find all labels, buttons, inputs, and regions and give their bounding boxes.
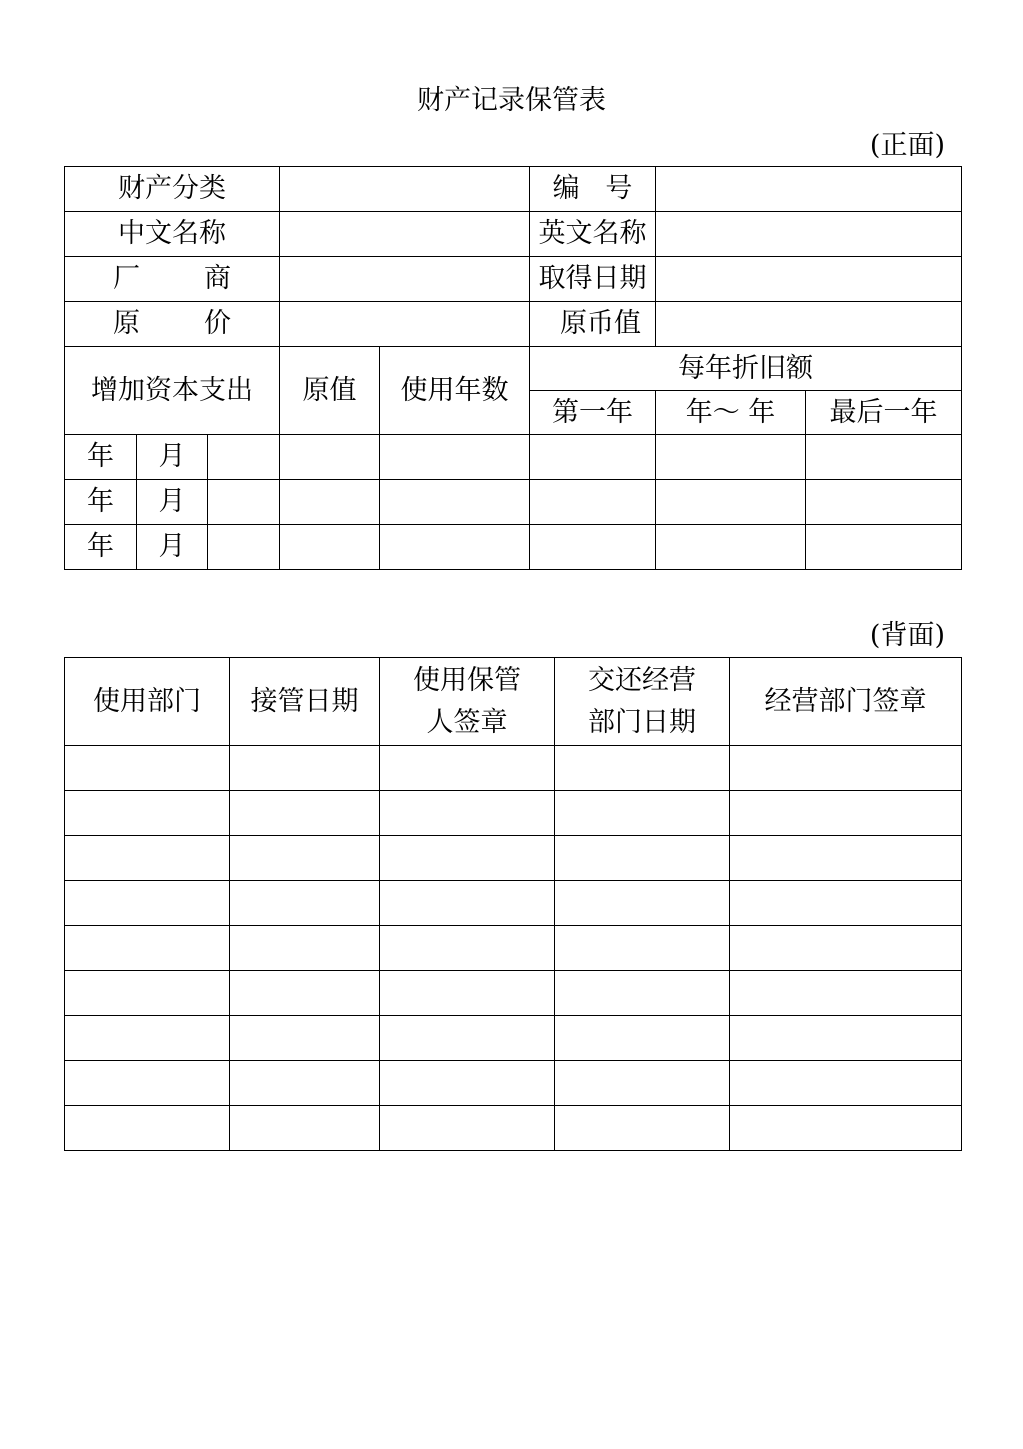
back-label: (背面)	[869, 620, 945, 651]
cell[interactable]	[555, 881, 730, 926]
label-capital-expense: 增加资本支出	[65, 347, 280, 435]
cell[interactable]	[230, 1061, 380, 1106]
month-label: 月	[137, 435, 208, 480]
cell[interactable]	[730, 746, 962, 791]
field-last-year[interactable]	[806, 435, 962, 480]
cell[interactable]	[730, 1061, 962, 1106]
label-category: 财产分类	[65, 167, 280, 212]
cell[interactable]	[730, 791, 962, 836]
cell[interactable]	[730, 971, 962, 1016]
label-last-year: 最后一年	[806, 391, 962, 435]
label-chinese-name: 中文名称	[65, 212, 280, 257]
cell[interactable]	[380, 836, 555, 881]
cell[interactable]	[230, 746, 380, 791]
cell[interactable]	[230, 971, 380, 1016]
field-price[interactable]	[280, 302, 530, 347]
page-title: 财产记录保管表	[417, 85, 606, 116]
header-department: 使用部门	[65, 658, 230, 746]
field-first-year[interactable]	[530, 525, 656, 570]
cell[interactable]	[730, 836, 962, 881]
field-original-value[interactable]	[280, 525, 380, 570]
cell[interactable]	[380, 971, 555, 1016]
field-day[interactable]	[208, 525, 280, 570]
cell[interactable]	[65, 926, 230, 971]
cell[interactable]	[230, 791, 380, 836]
cell[interactable]	[380, 1016, 555, 1061]
cell[interactable]	[555, 1106, 730, 1151]
cell[interactable]	[380, 1061, 555, 1106]
front-table	[64, 166, 962, 570]
year-label: 年	[65, 435, 137, 480]
field-category[interactable]	[280, 167, 530, 212]
field-years-used[interactable]	[380, 480, 530, 525]
field-english-name[interactable]	[656, 212, 962, 257]
field-chinese-name[interactable]	[280, 212, 530, 257]
cell[interactable]	[730, 1016, 962, 1061]
cell[interactable]	[730, 881, 962, 926]
year-label: 年	[65, 525, 137, 570]
cell[interactable]	[730, 1106, 962, 1151]
label-original-value: 原值	[280, 347, 380, 435]
field-day[interactable]	[208, 435, 280, 480]
header-return-date: 交还经营 部门日期	[555, 658, 730, 746]
field-original-value[interactable]	[280, 435, 380, 480]
field-mid-years[interactable]	[656, 480, 806, 525]
field-number[interactable]	[656, 167, 962, 212]
month-label: 月	[137, 525, 208, 570]
field-mid-years[interactable]	[656, 435, 806, 480]
cell[interactable]	[380, 926, 555, 971]
cell[interactable]	[380, 1106, 555, 1151]
label-mid-years: 年～ 年	[656, 391, 806, 435]
label-acquire-date: 取得日期	[530, 257, 656, 302]
cell[interactable]	[555, 791, 730, 836]
cell[interactable]	[555, 746, 730, 791]
label-currency-value: 原 币 值	[530, 302, 656, 347]
cell[interactable]	[65, 1016, 230, 1061]
label-price: 原 价	[65, 302, 280, 347]
cell[interactable]	[65, 1061, 230, 1106]
month-label: 月	[137, 480, 208, 525]
cell[interactable]	[65, 791, 230, 836]
field-years-used[interactable]	[380, 525, 530, 570]
cell[interactable]	[555, 971, 730, 1016]
cell[interactable]	[555, 1061, 730, 1106]
field-currency-value[interactable]	[656, 302, 962, 347]
field-first-year[interactable]	[530, 480, 656, 525]
field-last-year[interactable]	[806, 525, 962, 570]
cell[interactable]	[65, 971, 230, 1016]
cell[interactable]	[230, 881, 380, 926]
cell[interactable]	[230, 836, 380, 881]
field-acquire-date[interactable]	[656, 257, 962, 302]
cell[interactable]	[555, 926, 730, 971]
year-label: 年	[65, 480, 137, 525]
cell[interactable]	[555, 836, 730, 881]
cell[interactable]	[65, 881, 230, 926]
cell[interactable]	[380, 746, 555, 791]
field-last-year[interactable]	[806, 480, 962, 525]
label-first-year: 第一年	[530, 391, 656, 435]
cell[interactable]	[65, 1106, 230, 1151]
field-first-year[interactable]	[530, 435, 656, 480]
field-mid-years[interactable]	[656, 525, 806, 570]
field-years-used[interactable]	[380, 435, 530, 480]
cell[interactable]	[230, 1016, 380, 1061]
cell[interactable]	[730, 926, 962, 971]
cell[interactable]	[65, 746, 230, 791]
cell[interactable]	[380, 791, 555, 836]
front-label: (正面)	[869, 130, 945, 161]
field-day[interactable]	[208, 480, 280, 525]
cell[interactable]	[230, 1106, 380, 1151]
back-table	[64, 657, 962, 1151]
cell[interactable]	[65, 836, 230, 881]
label-maker: 厂 商	[65, 257, 280, 302]
label-years-used: 使用年数	[380, 347, 530, 435]
header-custodian-signature: 使用保管 人签章	[380, 658, 555, 746]
field-maker[interactable]	[280, 257, 530, 302]
label-english-name: 英文名称	[530, 212, 656, 257]
cell[interactable]	[555, 1016, 730, 1061]
field-original-value[interactable]	[280, 480, 380, 525]
cell[interactable]	[380, 881, 555, 926]
cell[interactable]	[230, 926, 380, 971]
header-manager-signature: 经营部门签章	[730, 658, 962, 746]
header-takeover-date: 接管日期	[230, 658, 380, 746]
label-annual-depreciation: 每年折旧额	[530, 347, 962, 391]
label-number: 编 号	[530, 167, 656, 212]
